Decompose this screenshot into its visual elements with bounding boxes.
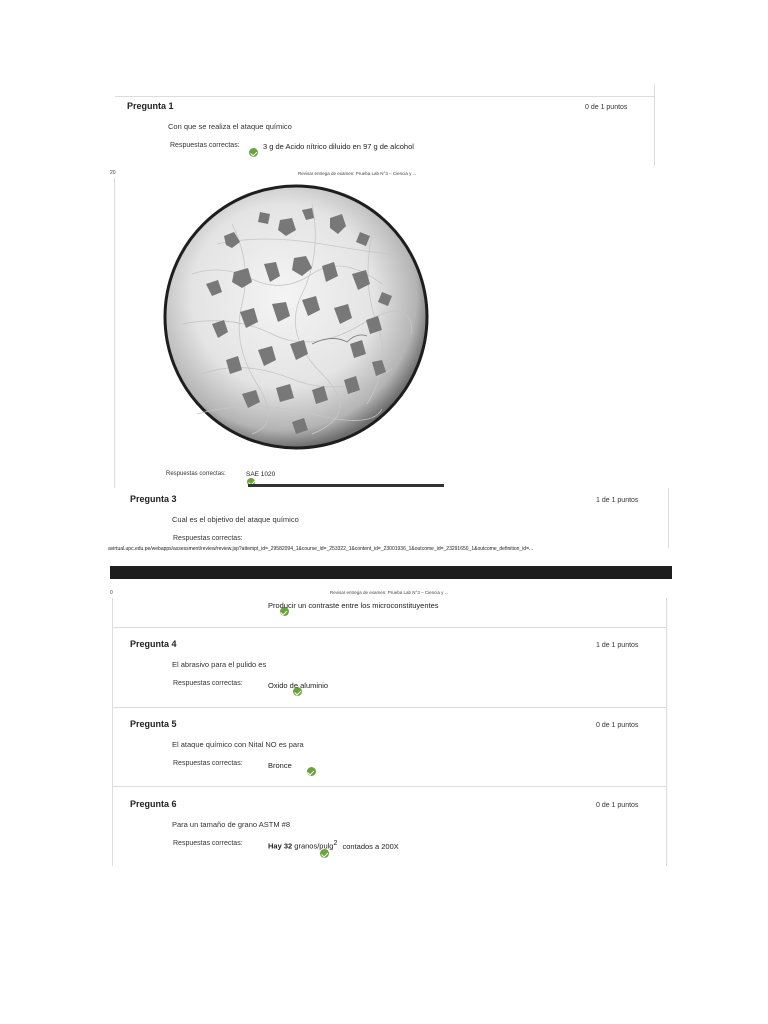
q3-bottom-border [112, 627, 667, 628]
q1-title: Pregunta 1 [127, 101, 174, 111]
q4-answer-label: Respuestas correctas: [173, 680, 243, 687]
q6-question-text: Para un tamaño de grano ASTM #8 [172, 820, 290, 829]
q2-answer-label: Respuestas correctas: [166, 471, 226, 477]
q6-answer-rest: contados a 200X [342, 841, 399, 851]
micrograph-image [162, 184, 430, 450]
q5-points: 0 de 1 puntos [596, 722, 639, 729]
q6-answer [268, 840, 399, 851]
q4-answer: Oxido de aluminio [268, 681, 329, 690]
q3-right-border [668, 488, 669, 548]
q5-answer: Bronce [268, 761, 292, 770]
q5-check-icon [307, 767, 316, 776]
print-header-title-2: Revisar entrega de examen: Prueba Lab N°3 – Ciencia y ... [330, 590, 449, 595]
q4-title: Pregunta 4 [130, 639, 177, 649]
q2-answer: SAE 1020 [246, 471, 276, 478]
q3-question-text: Cual es el objetivo del ataque químico [172, 515, 299, 524]
q3-answer: Producir un contraste entre los microconstituyentes [268, 601, 439, 610]
q1-answer: 3 g de Acido nítrico diluido en 97 g de alcohol [263, 142, 414, 151]
q6-answer-unit: granos/pulg [294, 841, 334, 851]
q4-bottom-border [112, 707, 667, 708]
q5-question-text: El ataque químico con Nital NO es para [172, 740, 304, 749]
page3-left-border [112, 598, 113, 866]
page2-left-border [114, 178, 115, 488]
print-page-number-1: 20 [110, 170, 116, 176]
q1-points: 0 de 1 puntos [585, 104, 628, 111]
q6-check-icon [320, 849, 329, 858]
q1-top-border [115, 96, 655, 97]
q1-question-text: Con que se realiza el ataque químico [168, 122, 292, 131]
page3-right-border [666, 598, 667, 866]
q5-bottom-border [112, 786, 667, 787]
page-break-band [110, 566, 672, 579]
print-page-number-2: 0 [110, 590, 113, 596]
q1-check-icon [249, 148, 258, 157]
q1-right-border [654, 84, 655, 166]
print-header-title-1: Revisar entrega de examen: Prueba Lab N°3 – Ciencia y ... [298, 171, 417, 176]
q1-answer-label: Respuestas correctas: [170, 142, 240, 149]
q6-answer-value: Hay 32 [268, 841, 293, 851]
q6-answer-exponent: 2 [333, 840, 338, 847]
q4-points: 1 de 1 puntos [596, 642, 639, 649]
q6-points: 0 de 1 puntos [596, 802, 639, 809]
print-footer-url: avirtual.upc.edu.pe/webapps/assessment/review/review.jsp?attempt_id=_29582094_1&course_id=_253322_1&content_id=_23001936_1&outcome_id=_23291650_1&outcome_definition_id=... [108, 546, 534, 552]
q6-answer-label: Respuestas correctas: [173, 840, 243, 847]
q3-answer-label: Respuestas correctas: [173, 535, 243, 542]
q6-title: Pregunta 6 [130, 799, 177, 809]
q5-title: Pregunta 5 [130, 719, 177, 729]
q3-title: Pregunta 3 [130, 494, 177, 504]
page-cut-dark-bar [248, 484, 444, 487]
q4-question-text: El abrasivo para el pulido es [172, 660, 267, 669]
q5-answer-label: Respuestas correctas: [173, 760, 243, 767]
q3-points: 1 de 1 puntos [596, 497, 639, 504]
